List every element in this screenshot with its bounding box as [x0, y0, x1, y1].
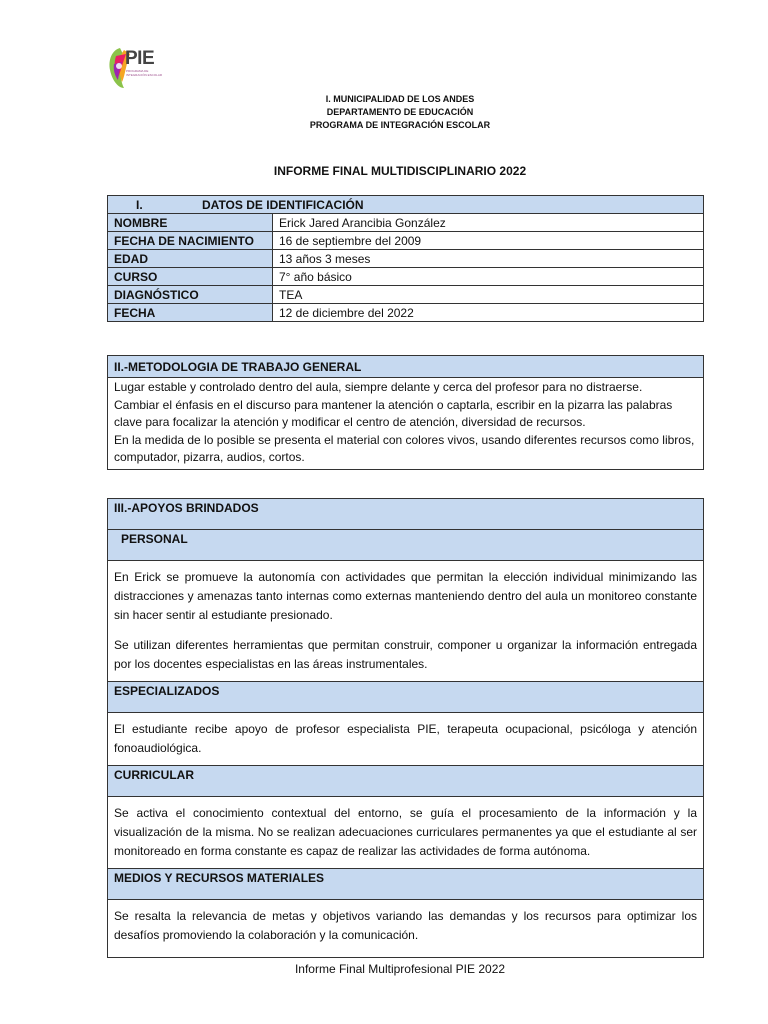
medios-body	[108, 900, 704, 958]
section1-header	[108, 196, 704, 214]
header-line-department: DEPARTAMENTO DE EDUCACIÓN	[326, 107, 474, 117]
table-row	[108, 232, 704, 250]
personal-paragraph-1: En Erick se promueve la autonomía con actividades que permitan la elección individual minimizando las distracciones y amenazas tanto internas como externas manteniendo dentro del aula un monitoreo constante sin hacer sentir al estudiante presionado.	[114, 570, 697, 622]
logo-subtitle: PROGRAMA DE INTEGRACIÓN ESCOLAR	[126, 69, 163, 77]
row-value-nombre: Erick Jared Arancibia González	[273, 214, 704, 232]
row-label-edad: EDAD	[108, 250, 273, 268]
table-row	[108, 268, 704, 286]
row-label-fecha-nacimiento: FECHA DE NACIMIENTO	[108, 232, 273, 250]
row-value-edad: 13 años 3 meses	[273, 250, 704, 268]
section3-heading: III.-APOYOS BRINDADOS	[108, 499, 704, 530]
section2-heading: II.-METODOLOGIA DE TRABAJO GENERAL	[108, 356, 704, 378]
methodology-table	[107, 355, 704, 470]
row-value-diagnostico: TEA	[273, 286, 704, 304]
curricular-heading: CURRICULAR	[108, 766, 704, 797]
curricular-paragraph: Se activa el conocimiento contextual del entorno, se guía el procesamiento de la información y la visualización de la misma. No se realizan adecuaciones curriculares permanentes ya que el estudiante al ser monitoreado en forma constante es capaz de realizar las actividades de forma autónoma.	[114, 806, 697, 858]
row-label-diagnostico: DIAGNÓSTICO	[108, 286, 273, 304]
row-label-fecha: FECHA	[108, 304, 273, 322]
institution-header	[0, 93, 768, 132]
methodology-paragraph-3: En la medida de lo posible se presenta el material con colores vivos, usando diferentes recursos como libros, computador, pizarra, audios, cortos.	[114, 432, 695, 464]
row-value-fecha: 12 de diciembre del 2022	[273, 304, 704, 322]
medios-paragraph: Se resalta la relevancia de metas y objetivos variando las demandas y los recursos para optimizar los desafíos promoviendo la colaboración y la comunicación.	[114, 909, 697, 942]
row-value-curso: 7° año básico	[273, 268, 704, 286]
row-label-curso: CURSO	[108, 268, 273, 286]
logo-text: PIE	[125, 48, 155, 69]
row-value-fecha-nacimiento: 16 de septiembre del 2009	[273, 232, 704, 250]
page-footer: Informe Final Multiprofesional PIE 2022	[294, 962, 506, 976]
document-title: INFORME FINAL MULTIDISCIPLINARIO 2022	[273, 164, 527, 178]
row-label-nombre: NOMBRE	[108, 214, 273, 232]
personal-paragraph-2: Se utilizan diferentes herramientas que permitan construir, componer u organizar la información entregada por los docentes especialistas en las áreas instrumentales.	[114, 638, 697, 671]
especializados-body	[108, 713, 704, 766]
section1-heading: DATOS DE IDENTIFICACIÓN	[202, 197, 364, 212]
personal-heading: PERSONAL	[108, 530, 704, 561]
supports-table	[107, 498, 704, 958]
table-row	[108, 214, 704, 232]
methodology-paragraph-2: Cambiar el énfasis en el discurso para mantener la atención o captarla, escribir en la pizarra las palabras clave para focalizar la atención y modificar el centro de atención, diversidad de recursos.	[114, 397, 673, 429]
personal-body	[108, 561, 704, 682]
curricular-body	[108, 797, 704, 869]
header-line-municipality: I. MUNICIPALIDAD DE LOS ANDES	[325, 94, 475, 104]
table-row	[108, 304, 704, 322]
especializados-paragraph: El estudiante recibe apoyo de profesor especialista PIE, terapeuta ocupacional, psicóloga y atención fonoaudiológica.	[114, 722, 697, 755]
table-row	[108, 286, 704, 304]
methodology-paragraph-1: Lugar estable y controlado dentro del aula, siempre delante y cerca del profesor para no distraerse.	[114, 380, 643, 394]
identification-table	[107, 195, 704, 322]
especializados-heading: ESPECIALIZADOS	[108, 682, 704, 713]
medios-heading: MEDIOS Y RECURSOS MATERIALES	[108, 869, 704, 900]
section2-body	[108, 378, 704, 470]
section1-number: I.	[136, 197, 143, 212]
header-line-program: PROGRAMA DE INTEGRACIÓN ESCOLAR	[309, 120, 491, 130]
table-row	[108, 250, 704, 268]
